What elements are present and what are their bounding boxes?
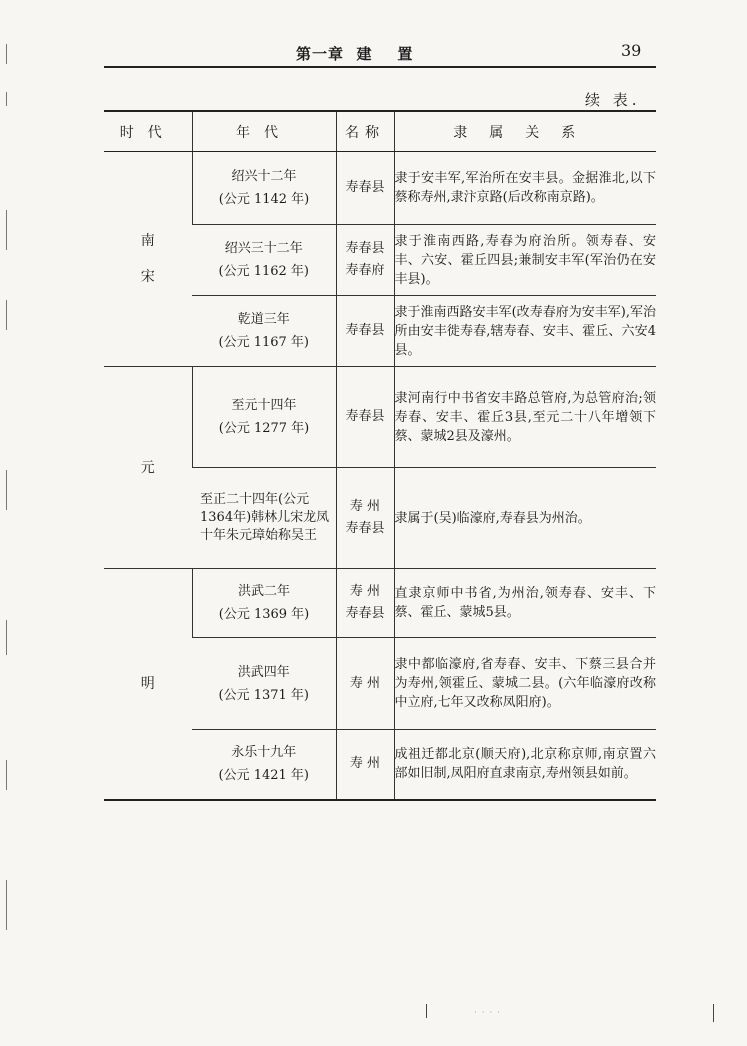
name-cell [336,296,394,367]
place-name: 寿 州 [349,499,381,514]
relation-cell: 隶属于(吴)临濠府,寿春县为州治。 [394,468,656,569]
ad-year: (公元 1277 年) [218,421,310,436]
reign-year: 绍兴三十二年 [224,241,303,256]
scan-artifact [713,1004,714,1022]
dynasty-char: 元 [140,459,155,476]
place-name: 寿春县 [345,241,385,256]
table-row [104,152,656,225]
reign-year: 永乐十九年 [231,745,297,761]
year-cell [192,296,336,367]
scan-artifact: · · · · [474,1008,502,1018]
place-name: 寿春县 [345,409,385,424]
ad-year: (公元 1421 年) [218,768,309,784]
name-cell [336,569,394,638]
relation-cell: 直隶京师中书省,为州治,领寿春、安丰、下蔡、霍丘、蒙城5县。 [394,569,656,638]
ad-year: (公元 1167 年) [218,335,309,350]
margin-mark [6,210,7,250]
reign-year: 洪武二年 [237,584,290,599]
header-rule [104,66,656,68]
dynasty-char: 宋 [140,269,155,285]
year-cell [192,569,336,638]
relation-cell: 隶于淮南西路,寿春为府治所。领寿春、安丰、六安、霍丘四县;兼制安丰军(军治仍在安丰县)。 [394,225,656,296]
scan-artifact [426,1004,427,1018]
ad-year: (公元 1371 年) [218,687,309,703]
margin-mark [6,760,7,790]
year-cell [192,730,336,800]
reign-year: 至正二十四年(公元1364年)韩林儿宋龙凤十年朱元璋始称吴王 [200,492,330,543]
ad-year: (公元 1162 年) [218,264,309,279]
dynasty-cell-southern-song [104,152,192,367]
margin-mark [6,300,7,330]
margin-mark [6,620,7,655]
ad-year: (公元 1142 年) [218,192,310,207]
table-header-row [104,111,656,152]
margin-mark [6,92,7,106]
continued-label: 续 表. [585,91,641,109]
place-name: 寿春府 [345,263,385,278]
relation-cell: 隶中都临濠府,省寿春、安丰、下蔡三县合并为寿州,领霍丘、蒙城二县。(六年临濠府改称中立府,七年又改称凤阳府)。 [394,638,656,730]
table-row [104,569,656,638]
dynasty-cell-ming [104,569,192,800]
place-name: 寿春县 [345,323,385,338]
reign-year: 乾道三年 [237,312,290,327]
place-name: 寿 州 [349,756,381,772]
reign-year: 绍兴十二年 [231,169,297,184]
margin-mark [6,470,7,510]
name-cell [336,152,394,225]
dynasty-char: 明 [140,675,155,692]
place-name: 寿 州 [349,675,381,691]
administrative-history-table [104,110,656,801]
place-name: 寿春县 [345,180,385,195]
chapter-title: 第一章 建 置 [296,45,414,63]
year-cell [192,152,336,225]
year-cell [192,468,336,569]
column-header-name: 名称 [336,111,394,152]
name-cell [336,638,394,730]
year-cell [192,225,336,296]
year-cell [192,367,336,468]
ad-year: (公元 1369 年) [218,607,310,622]
table-row [104,367,656,468]
name-cell [336,225,394,296]
relation-cell: 隶于淮南西路安丰军(改寿春府为安丰军),军治所由安丰徙寿春,辖寿春、安丰、霍丘、六安4县。 [394,296,656,367]
place-name: 寿 州 [349,584,381,599]
column-header-era: 时代 [104,111,192,152]
name-cell [336,468,394,569]
margin-mark [6,44,7,64]
year-cell [192,638,336,730]
column-header-relation: 隶属关系 [394,111,656,152]
relation-cell: 隶于安丰军,军治所在安丰县。金据淮北,以下蔡称寿州,隶汴京路(后改称南京路)。 [394,152,656,225]
column-header-year: 年代 [192,111,336,152]
name-cell [336,730,394,800]
dynasty-cell-yuan [104,367,192,569]
page-number: 39 [621,41,642,60]
dynasty-char: 南 [140,233,155,249]
reign-year: 洪武四年 [237,664,290,680]
relation-cell: 隶河南行中书省安丰路总管府,为总管府治;领寿春、安丰、霍丘3县,至元二十八年增领下蔡、蒙城2县及濠州。 [394,367,656,468]
place-name: 寿春县 [345,606,385,621]
relation-cell: 成祖迁都北京(顺天府),北京称京师,南京置六部如旧制,凤阳府直隶南京,寿州领县如前。 [394,730,656,800]
margin-mark [6,880,7,930]
name-cell [336,367,394,468]
reign-year: 至元十四年 [231,398,297,413]
place-name: 寿春县 [345,521,385,536]
